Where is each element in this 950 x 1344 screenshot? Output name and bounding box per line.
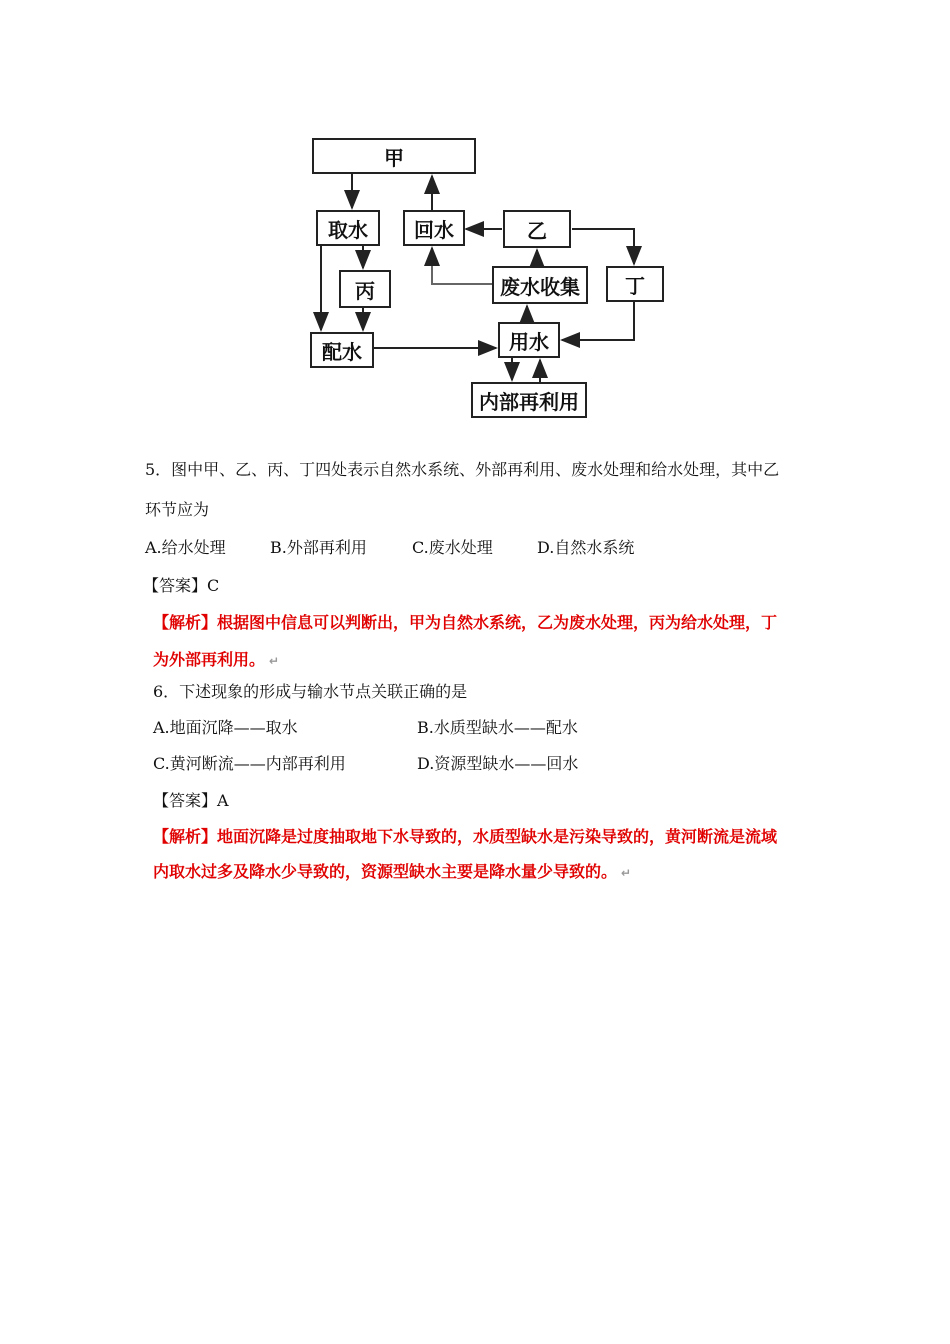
box-bing: 丙 [339,270,391,308]
q5-stem-line1: 5．图中甲、乙、丙、丁四处表示自然水系统、外部再利用、废水处理和给水处理，其中乙 [145,460,780,479]
q5-answer: 【答案】C [143,576,220,595]
q6-analysis-line2-wrap [153,861,631,884]
q5-option-d: D.自然水系统 [537,538,635,557]
q6-analysis-line1: 【解析】地面沉降是过度抽取地下水导致的，水质型缺水是污染导致的，黄河断流是流域 [153,827,778,846]
box-qushui: 取水 [316,210,380,246]
box-yi: 乙 [503,210,571,248]
q5-analysis-line2: 为外部再利用。 [153,650,266,669]
box-feishui-shouji: 废水收集 [492,266,588,304]
box-neibu-zailiyong: 内部再利用 [471,382,587,418]
box-peishui: 配水 [310,332,374,368]
q5-analysis-line2-wrap [153,649,279,672]
q6-option-a: A.地面沉降——取水 [153,718,298,737]
flow-diagram [0,0,950,440]
diagram-arrows [0,0,950,440]
q6-option-b: B.水质型缺水——配水 [417,718,578,737]
box-jia: 甲 [312,138,476,174]
return-mark-icon: ↵ [269,654,280,668]
q5-option-b: B.外部再利用 [270,538,367,557]
q6-analysis-line2: 内取水过多及降水少导致的，资源型缺水主要是降水量少导致的。 [153,862,618,881]
box-huishui: 回水 [403,210,465,246]
q6-option-d: D.资源型缺水——回水 [417,754,579,773]
q6-option-c: C.黄河断流——内部再利用 [153,754,346,773]
q5-option-a: A.给水处理 [145,538,226,557]
q5-analysis-line1: 【解析】根据图中信息可以判断出，甲为自然水系统，乙为废水处理，丙为给水处理，丁 [153,613,778,632]
q5-stem-line2: 环节应为 [145,500,210,519]
q6-stem: 6．下述现象的形成与输水节点关联正确的是 [153,682,468,701]
box-yongshui: 用水 [498,322,560,358]
return-mark-icon: ↵ [621,866,632,880]
q5-option-c: C.废水处理 [412,538,493,557]
q6-answer: 【答案】A [153,791,229,810]
box-ding: 丁 [606,266,664,302]
